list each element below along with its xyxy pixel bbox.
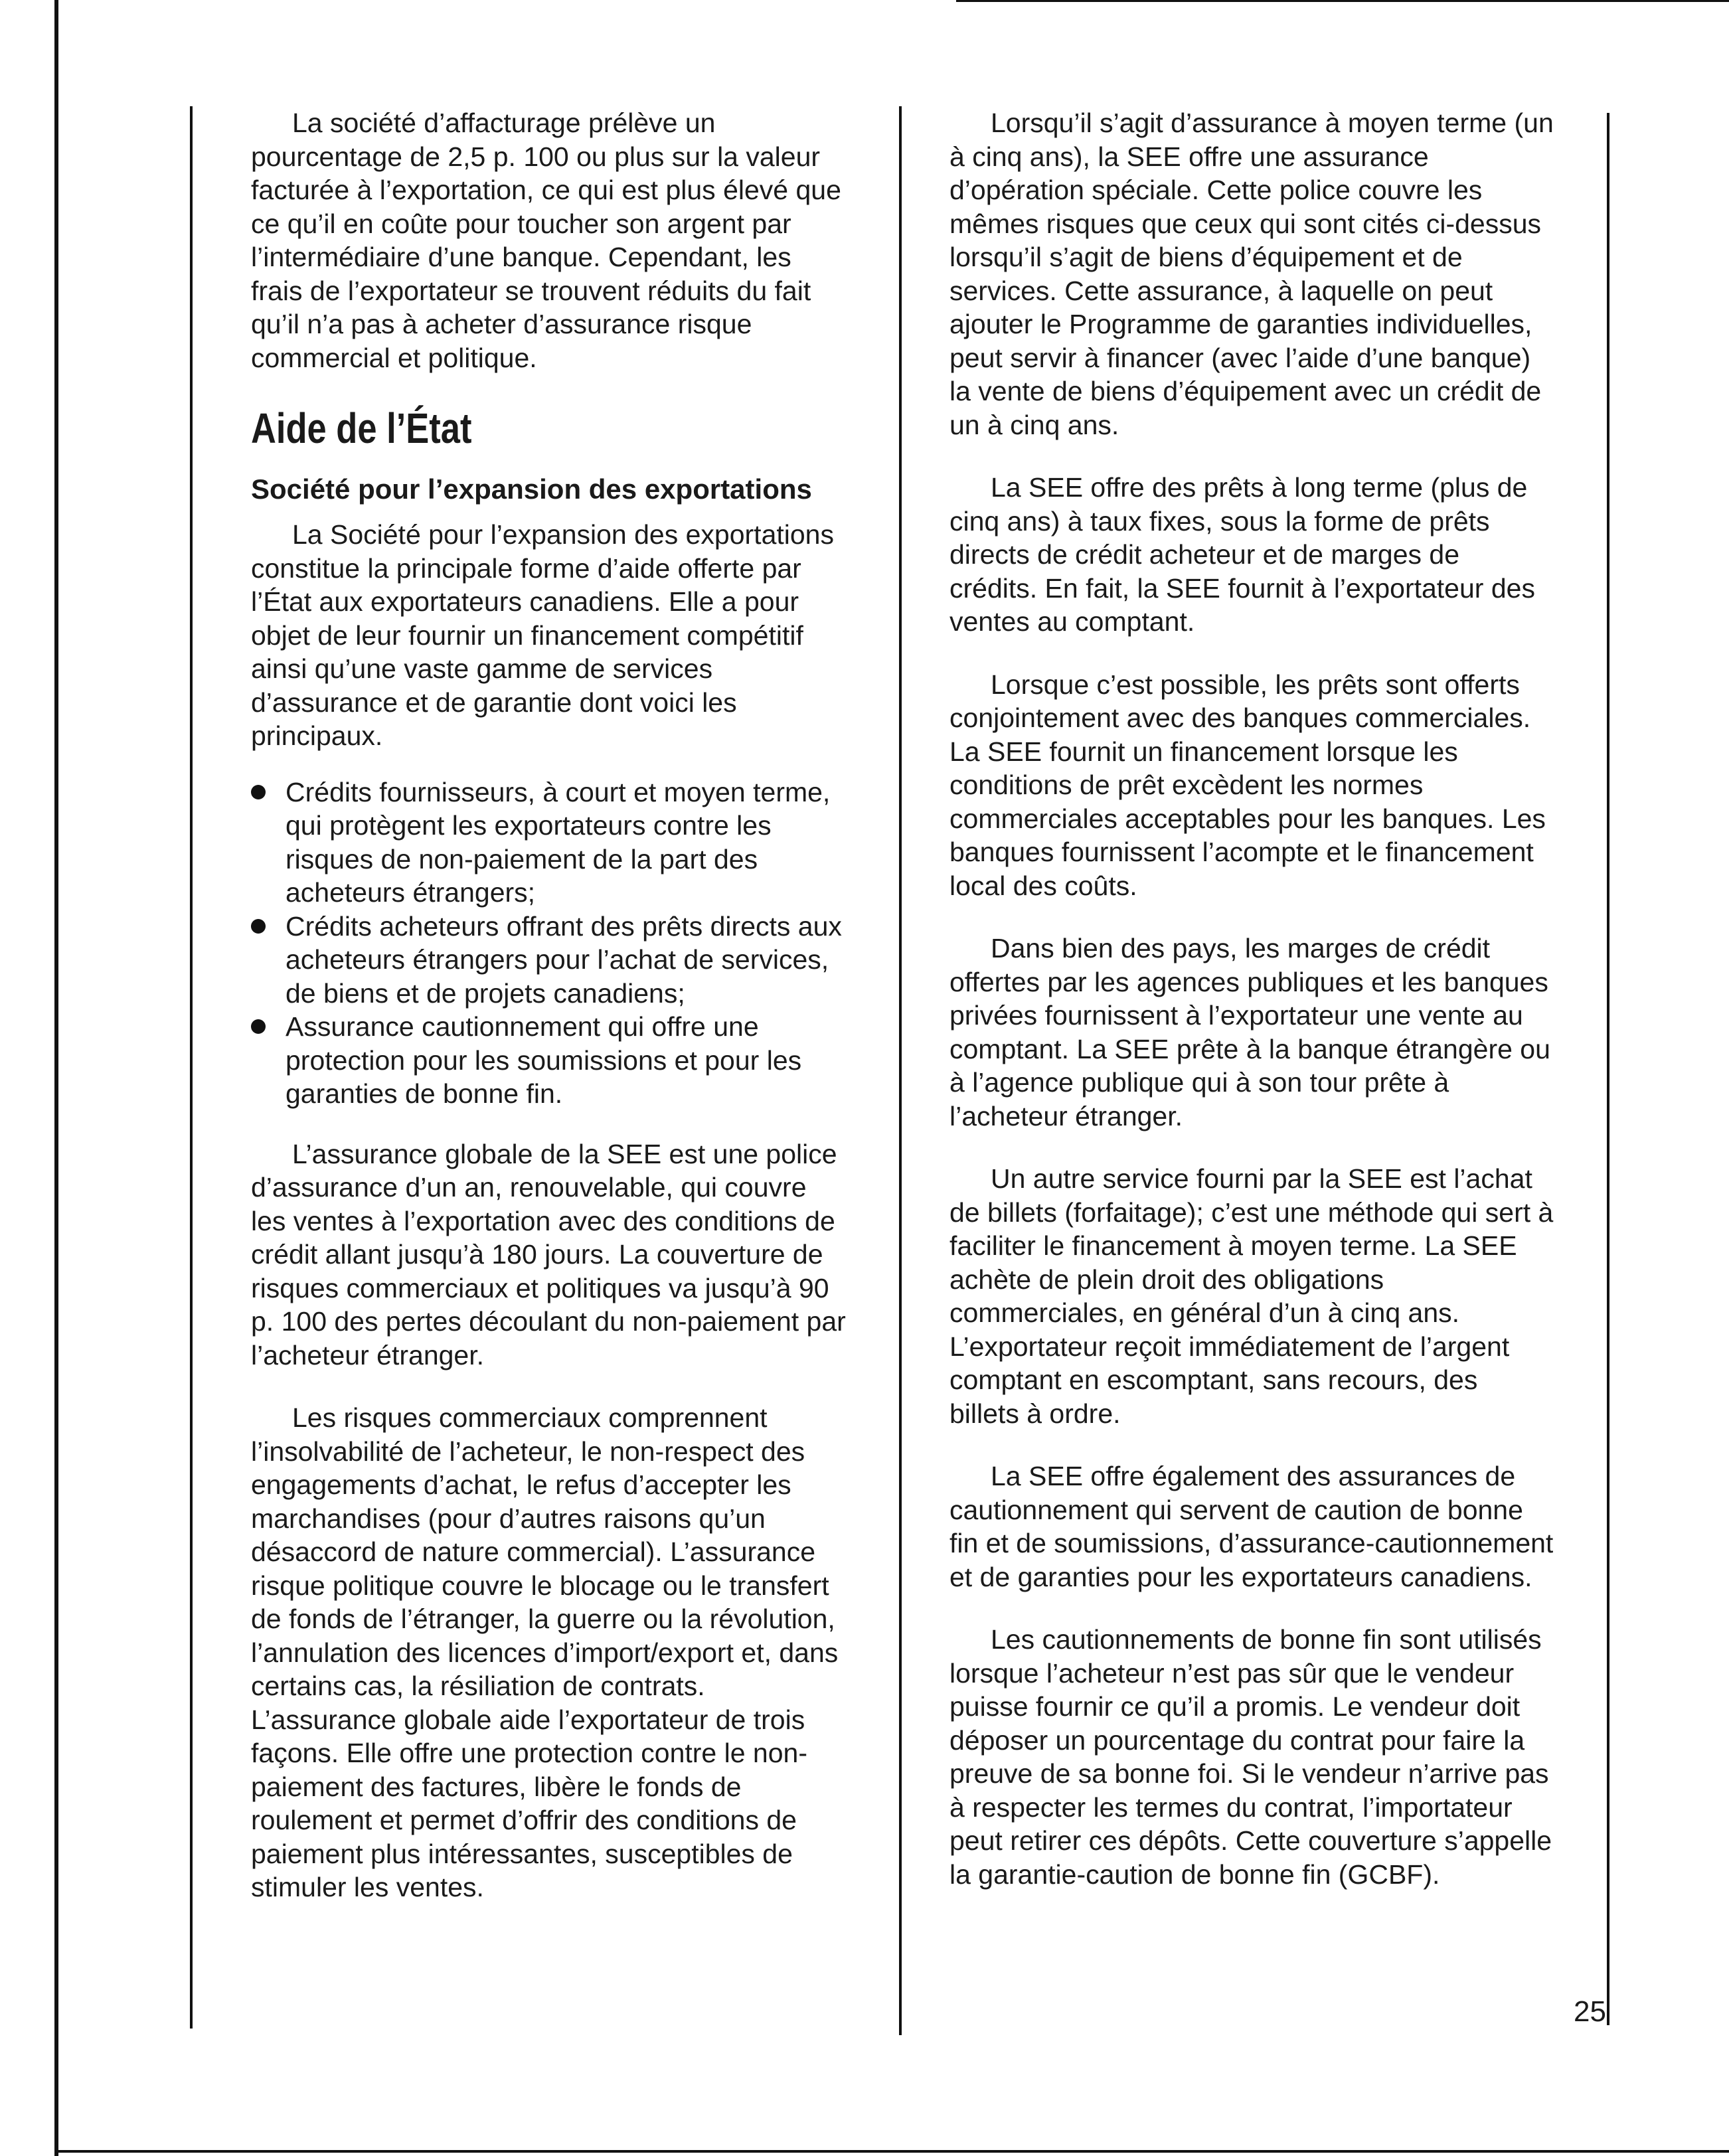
section-subheading: Société pour l’expansion des exportations bbox=[251, 473, 812, 505]
forfaiting-paragraph: Un autre service fourni par la SEE est l’achat de billets (forfaitage); c’est une méthode qui sert à faciliter le financement à moyen terme. La SEE achète de plein droit des obligations commerciales, en général d’un à cinq ans. L’exportateur reçoit immédiatement de l’argent comptant en escomptant, sans recours, des billets à ordre. bbox=[949, 1163, 1554, 1429]
list-item-text: Assurance cautionnement qui offre une protection pour les soumissions et pour les garanties de bonne fin. bbox=[286, 1011, 802, 1109]
services-list bbox=[251, 776, 849, 1111]
factoring-paragraph: La société d’affacturage prélève un pourcentage de 2,5 p. 100 ou plus sur la valeur facturée à l’exportation, ce qui est plus élevé que ce qu’il en coûte pour toucher son argent par l’intermédiaire d’une banque. Cependant, les frais de l’exportateur se trouvent réduits du fait qu’il n’a pas à acheter d’assurance risque commercial et politique. bbox=[251, 108, 841, 373]
bullet-icon bbox=[251, 1019, 266, 1034]
section-heading: Aide de l’État bbox=[251, 404, 472, 452]
right-column-rule bbox=[1607, 113, 1609, 2025]
page-bottom-border bbox=[54, 2150, 1729, 2153]
performance-bonds-paragraph: Les cautionnements de bonne fin sont utilisés lorsque l’acheteur n’est pas sûr que le vendeur puisse fournir ce qu’il a promis. Le vendeur doit déposer un pourcentage du contrat pour faire la preuve de sa bonne foi. Si le vendeur n’arrive pas à respecter les termes du contrat, l’importateur peut retirer ces dépôts. Cette couverture s’appelle la garantie-caution de bonne fin (GCBF). bbox=[949, 1624, 1552, 1890]
medium-term-paragraph: Lorsqu’il s’agit d’assurance à moyen terme (un à cinq ans), la SEE offre une assurance d’opération spéciale. Cette police couvre les mêmes risques que ceux qui sont cités ci-dessus lorsqu’il s’agit de biens d’équipement et de services. Cette assurance, à laquelle on peut ajouter le Programme de garanties individuelles, peut servir à financer (avec l’aide d’une banque) la vente de biens d’équipement avec un crédit de un à cinq ans. bbox=[949, 108, 1554, 440]
right-column bbox=[949, 106, 1554, 1920]
left-column bbox=[251, 106, 849, 1934]
list-item-text: Crédits acheteurs offrant des prêts directs aux acheteurs étrangers pour l’achat de services, de biens et de projets canadiens; bbox=[286, 910, 842, 1009]
list-item bbox=[251, 1010, 849, 1111]
page-number: 25 bbox=[1574, 1995, 1606, 2028]
list-item-text: Crédits fournisseurs, à court et moyen terme, qui protègent les exportateurs contre les risques de non-paiement de la part des acheteurs étrangers; bbox=[286, 776, 831, 908]
long-term-loans-paragraph: La SEE offre des prêts à long terme (plus de cinq ans) à taux fixes, sous la forme de prêts directs de crédit acheteur et de marges de crédits. En fait, la SEE fournit à l’exportateur des ventes au comptant. bbox=[949, 472, 1535, 637]
bullet-icon bbox=[251, 919, 266, 934]
list-item bbox=[251, 776, 849, 910]
page-top-border bbox=[956, 0, 1729, 2]
list-item bbox=[251, 910, 849, 1011]
surety-paragraph: La SEE offre également des assurances de cautionnement qui servent de caution de bonne fin et de soumissions, d’assurance-cautionnement et de garanties pour les exportateurs canadiens. bbox=[949, 1461, 1554, 1592]
middle-column-rule bbox=[899, 106, 902, 2035]
global-insurance-paragraph: L’assurance globale de la SEE est une police d’assurance d’un an, renouvelable, qui couvre les ventes à l’exportation avec des conditions de crédit allant jusqu’à 180 jours. La couverture de risques commerciaux et politiques va jusqu’à 90 p. 100 des pertes découlant du non-paiement par l’acheteur étranger. bbox=[251, 1138, 846, 1370]
joint-loans-paragraph: Lorsque c’est possible, les prêts sont offerts conjointement avec des banques commerciales. La SEE fournit un financement lorsque les conditions de prêt excèdent les normes commerciales acceptables pour les banques. Les banques fournissent l’acompte et le financement local des coûts. bbox=[949, 669, 1546, 901]
page-left-border bbox=[54, 0, 58, 2156]
see-intro-paragraph: La Société pour l’expansion des exportations constitue la principale forme d’aide offerte par l’État aux exportateurs canadiens. Elle a pour objet de leur fournir un financement compétitif ainsi qu’une vaste gamme de services d’assurance et de garantie dont voici les principaux. bbox=[251, 519, 834, 751]
left-column-rule bbox=[190, 106, 193, 2029]
risks-paragraph: Les risques commerciaux comprennent l’insolvabilité de l’acheteur, le non-respect des engagements d’achat, le refus d’accepter les marchandises (pour d’autres raisons qu’un désaccord de nature commercial). L’assurance risque politique couvre le blocage ou le transfert de fonds de l’étranger, la guerre ou la révolution, l’annulation des licences d’import/export et, dans certains cas, la résiliation de contrats. L’assurance globale aide l’exportateur de trois façons. Elle offre une protection contre le non-paiement des factures, libère le fonds de roulement et permet d’offrir des conditions de paiement plus intéressantes, susceptibles de stimuler les ventes. bbox=[251, 1402, 839, 1902]
bullet-icon bbox=[251, 785, 266, 799]
credit-lines-paragraph: Dans bien des pays, les marges de crédit offertes par les agences publiques et les banques privées fournissent à l’exportateur une vente au comptant. La SEE prête à la banque étrangère ou à l’agence publique qui à son tour prête à l’acheteur étranger. bbox=[949, 933, 1550, 1131]
